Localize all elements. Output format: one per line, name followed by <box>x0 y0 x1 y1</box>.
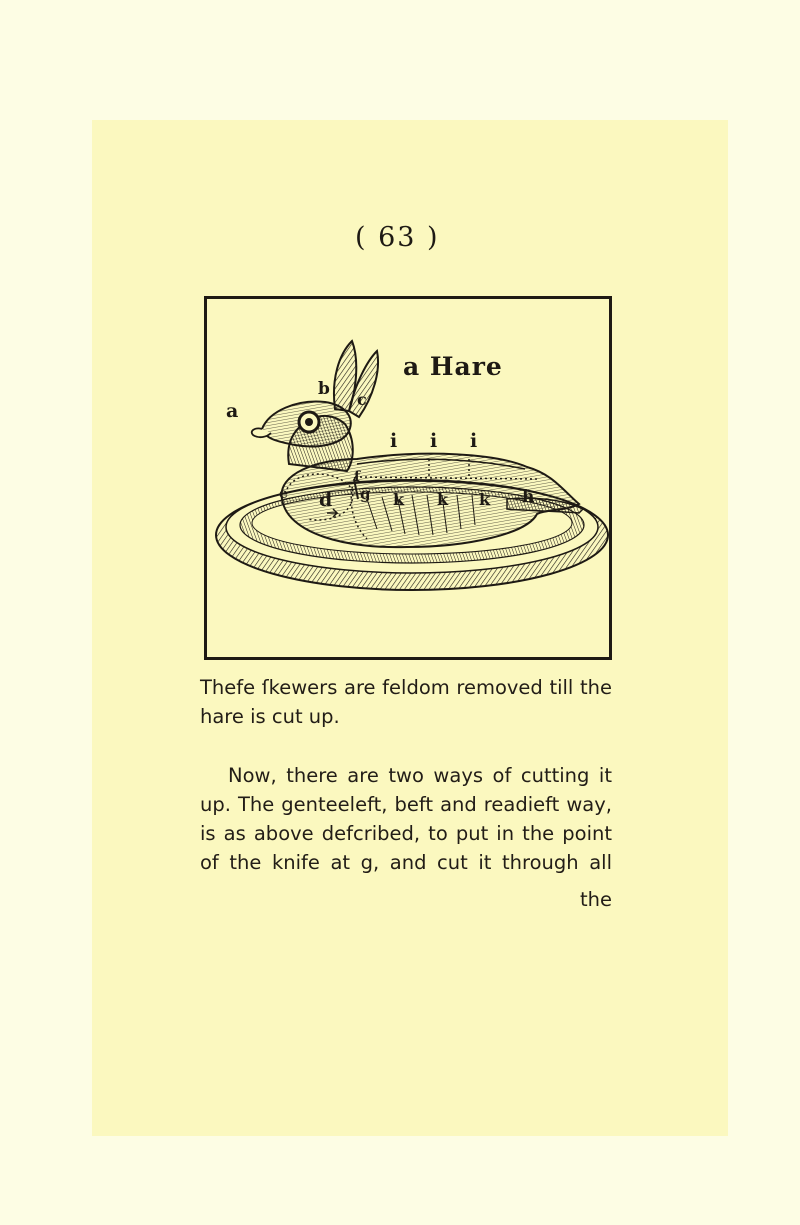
text-line: hare is cut up. <box>200 705 340 728</box>
text-line: up. The genteeleft, beft and readieft way, <box>200 793 612 816</box>
label-c: c <box>357 390 367 409</box>
label-a: a <box>226 400 239 422</box>
body-text <box>200 673 612 877</box>
text-line: Now, there are two ways of cutting it <box>228 764 612 787</box>
text-line: Thefe ſkewers are feldom removed till the <box>200 676 612 699</box>
text-line: of the knife at g, and cut it through all <box>200 851 612 874</box>
label-h: h <box>522 487 535 507</box>
label-k-2: k <box>437 490 449 509</box>
label-d: d <box>319 489 333 511</box>
label-i-1: i <box>390 430 398 452</box>
label-k-3: k <box>479 490 491 509</box>
label-i-2: i <box>430 430 438 452</box>
label-i-3: i <box>470 430 478 452</box>
label-e: e <box>279 486 288 502</box>
page-number: ( 63 ) <box>355 222 440 253</box>
label-b: b <box>318 379 330 399</box>
catchword: the <box>580 888 613 911</box>
engraving-plate <box>204 296 612 660</box>
figure-caption: a Hare <box>403 352 503 381</box>
label-f: f <box>354 469 361 485</box>
text-line: is as above defcribed, to put in the point <box>200 822 612 845</box>
label-g: g <box>360 485 371 503</box>
label-k-1: k <box>393 490 405 509</box>
